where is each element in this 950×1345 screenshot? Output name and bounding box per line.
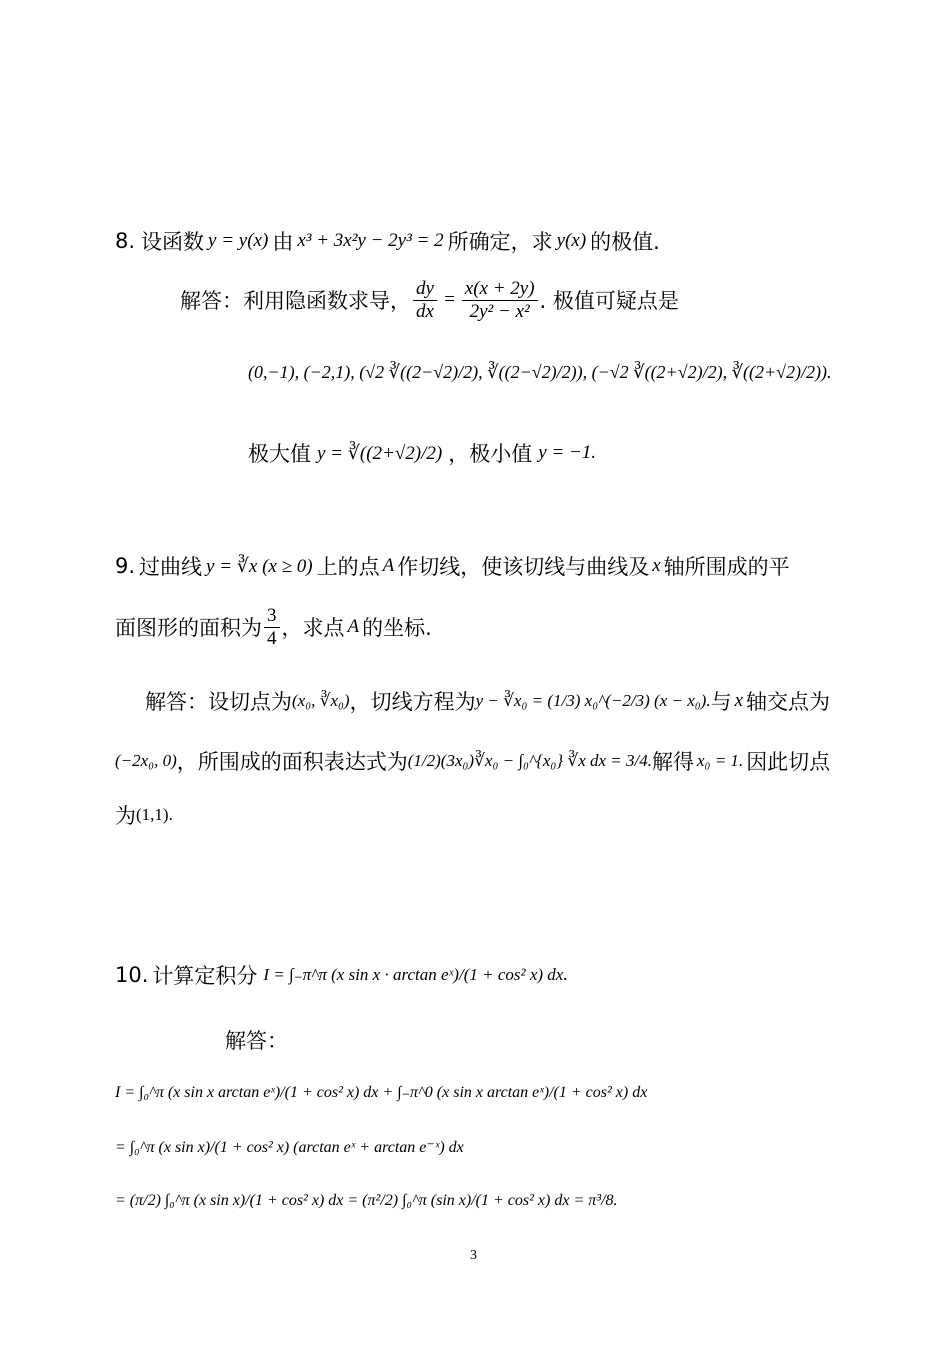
problem-8-answer-text: 利用隐函数求导，: [243, 289, 411, 314]
problem-8-derivative-rhs: $\frac{x(x + 2y)}{\text{2y² − x²}}$: [462, 278, 538, 323]
problem-8-after-derivative: . 极值可疑点是: [539, 289, 679, 314]
problem-9-ans-a: 设切点为: [208, 690, 292, 714]
problem-10-label: 10.: [115, 963, 149, 987]
problem-8-derivative-lhs: $\frac{dy}{dx}$: [413, 278, 437, 323]
problem-10-step-2: = ∫₀^π (x sin x)/(1 + cos² x) (arctan eˣ + arctan e⁻ˣ) dx: [115, 1139, 464, 1156]
problem-9-statement-line1: [115, 551, 790, 581]
problem-10-step-1: I = ∫₀^π (x sin x arctan eˣ)/(1 + cos² x) dx + ∫₋π^0 (x sin x arctan eˣ)/(1 + cos² x) dx: [115, 1084, 648, 1101]
problem-8-min-value: y = −1.: [538, 442, 597, 463]
problem-8-statement: [115, 226, 660, 256]
problem-8-min-label: ，极小值: [448, 442, 533, 466]
problem-9-answer-line2: [115, 746, 830, 776]
problem-10-text-a: 计算定积分: [152, 964, 258, 988]
problem-9-ans-b: ，切线方程为: [349, 690, 476, 714]
problem-9-ans-g: 因此切点: [746, 750, 831, 774]
problem-8-answer-line: 解答： 利用隐函数求导， $\frac{dy}{dx}$ = $\frac{x(x + 2y)}{\text{2y² − x²}}$ . 极值可疑点是: [180, 278, 679, 322]
problem-9-answer-label: 解答：: [145, 690, 208, 714]
problem-9-area-fraction: $\frac{3}{4}$: [264, 605, 280, 650]
problem-9-line2-c: 的坐标.: [362, 616, 432, 641]
problem-9-text-b: 上的点: [316, 555, 380, 579]
problem-8-label: 8.: [115, 229, 136, 253]
problem-9-text-d: 轴所围成的平: [663, 555, 790, 579]
problem-9-ans-c: 与: [710, 690, 732, 714]
problem-8-text-c: 所确定，求: [447, 230, 553, 254]
problem-9-curve: y = ∛x (x ≥ 0): [206, 555, 313, 577]
problem-9-line2-b: ，求点: [281, 616, 345, 641]
problem-8-extrema-line: [248, 438, 596, 468]
problem-8-answer-label: 解答：: [180, 289, 243, 314]
problem-8-math-c: y(x): [556, 230, 587, 251]
problem-9-axis-x-2: x: [734, 690, 744, 711]
problem-9-tangent-point: (x₀, ∛x₀): [292, 691, 350, 710]
problem-9-intersection: (−2x₀, 0): [115, 751, 177, 770]
problem-9-area-expression: (1/2)(3x₀)∛x₀ − ∫₀^{x₀} ∛x dx = 3/4.: [407, 751, 652, 770]
problem-8-text-a: 设函数: [141, 230, 205, 254]
problem-9-text-a: 过曲线: [139, 555, 203, 579]
problem-9-statement-line2: [115, 605, 432, 650]
problem-10-answer-label: 解答：: [225, 1029, 288, 1053]
problem-10-step-3: = (π/2) ∫₀^π (x sin x)/(1 + cos² x) dx = (π²/2) ∫₀^π (sin x)/(1 + cos² x) dx = π³/8.: [115, 1192, 618, 1209]
problem-9-solution: x₀ = 1.: [697, 751, 744, 770]
problem-9-answer-line3: [115, 800, 173, 830]
problem-9-point-a: A: [382, 555, 395, 576]
problem-9-ans-h: 为: [115, 804, 136, 828]
problem-8-critical-points: (0,−1), (−2,1), (√2 ∛((2−√2)/2), ∛((2−√2)/2)), (−√2 ∛((2+√2)/2), ∛((2+√2)/2)).: [248, 362, 832, 382]
problem-10-integral: I = ∫₋π^π (x sin x · arctan eˣ)/(1 + cos² x) dx: [263, 965, 564, 984]
problem-9-ans-d: 轴交点为: [746, 690, 831, 714]
problem-9-final-point: (1,1).: [136, 805, 173, 824]
problem-9-tangent-equation: y − ∛x₀ = (1/3) x₀^(−2/3) (x − x₀).: [475, 691, 711, 710]
problem-9-label: 9.: [115, 554, 136, 578]
problem-8-max-label: 极大值: [248, 442, 311, 466]
problem-8-equation: x³ + 3x²y − 2y³ = 2: [297, 230, 444, 251]
problem-9-text-c: 作切线，使该切线与曲线及: [397, 555, 650, 579]
problem-8-text-d: 的极值.: [590, 230, 660, 254]
problem-9-axis-x: x: [652, 555, 661, 576]
problem-9-line2-a: 面图形的面积为: [115, 616, 262, 641]
problem-9-ans-f: 解得: [652, 750, 694, 774]
problem-9-answer-line1: [145, 686, 830, 716]
page-number: 3: [470, 1248, 477, 1263]
problem-8-text-b: 由: [272, 230, 294, 254]
problem-8-max-value: y = ∛((2+√2)/2): [317, 442, 443, 464]
problem-10-statement: 10. 计算定积分 I = ∫₋π^π (x sin x · arctan eˣ)/(1 + cos² x) dx .: [115, 960, 568, 990]
problem-9-ans-e: ，所围成的面积表达式为: [176, 750, 408, 774]
problem-8-math-a: y = y(x): [208, 230, 269, 251]
problem-9-point-a-2: A: [347, 616, 360, 638]
